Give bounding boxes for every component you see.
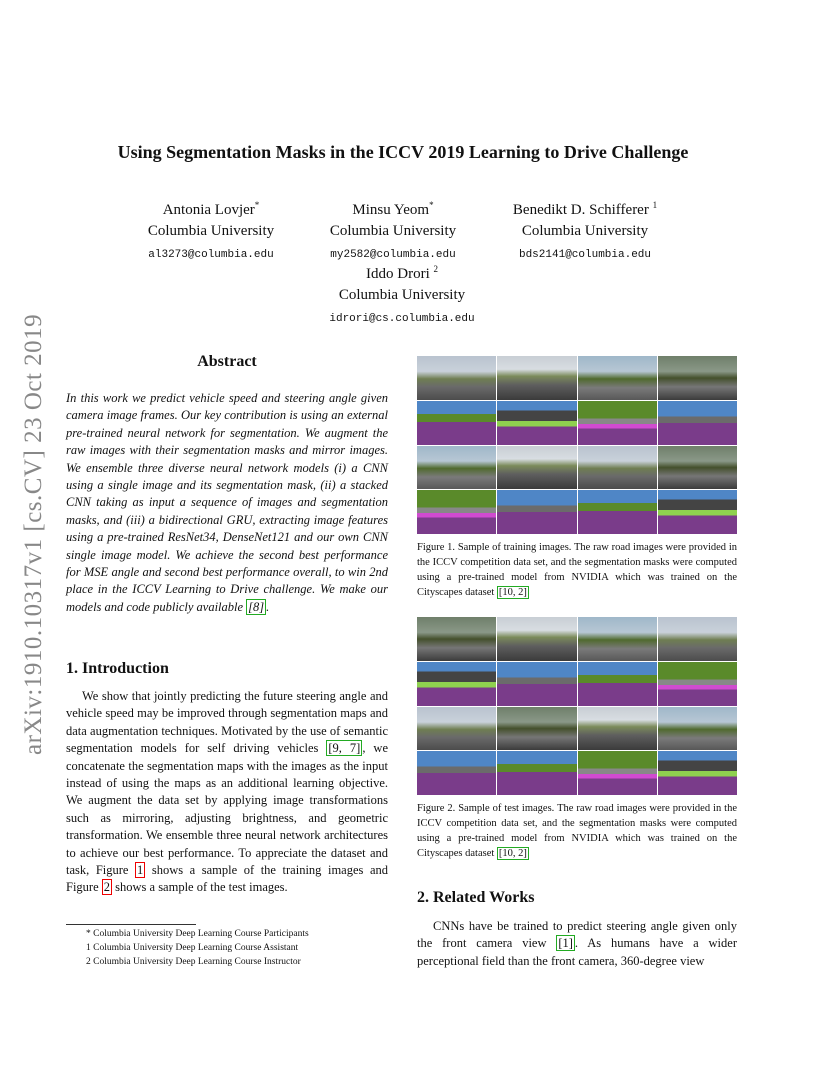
abstract-text-part: . — [266, 599, 270, 614]
figure-ref-link[interactable]: 1 — [137, 863, 144, 878]
author-mark: 2 — [433, 264, 438, 274]
road-image — [497, 707, 576, 751]
author-block — [494, 195, 676, 266]
citation-link[interactable]: [1] — [558, 936, 573, 951]
author-affiliation: Columbia University — [521, 223, 649, 239]
road-image — [417, 707, 496, 751]
citation-link[interactable]: [9, 7] — [328, 741, 361, 756]
figure-2-image-grid — [417, 617, 737, 795]
road-image — [658, 446, 737, 490]
footnote: * Columbia University Deep Learning Course Participants — [86, 929, 309, 939]
road-image — [578, 446, 657, 490]
author-block — [313, 195, 473, 266]
paper-title: Using Segmentation Masks in the ICCV 2019 Learning to Drive Challenge — [117, 142, 689, 162]
citation-link[interactable]: [10, 2] — [498, 587, 527, 598]
caption-text: Figure 2. Sample of test images. The raw road images were provided in the ICCV competition data set, and the segmentation masks were computed using a pre-trained model from NVIDIA which was trained on the Cityscapes dataset — [417, 803, 737, 859]
arxiv-id: arXiv:1910.10317v1 [cs.CV] 23 Oct 2019 — [20, 313, 47, 755]
author-email: al3273@columbia.edu — [148, 249, 274, 261]
segmentation-mask — [578, 490, 657, 534]
segmentation-mask — [417, 490, 496, 534]
author-name: Minsu Yeom — [352, 202, 430, 218]
segmentation-mask — [497, 490, 576, 534]
author-name: Antonia Lovjer — [162, 202, 255, 218]
author-affiliation: Columbia University — [329, 223, 457, 239]
section-heading-introduction: 1. Introduction — [66, 660, 169, 677]
author-affiliation: Columbia University — [147, 223, 275, 239]
footnote-divider — [66, 924, 196, 925]
segmentation-mask — [417, 662, 496, 706]
author-mark: * — [254, 200, 260, 210]
abstract-text-part: In this work we predict vehicle speed and steering angle given camera image frames. Our key contribution is using an external pre-trained neural network for segmentation. We augment the raw images with their segmentation masks and mirror images. We ensemble three diverse neural network models (i) a CNN using a single image and its segmentation mask, (ii) a stacked CNN taking as input a sequence of images and segmentation masks, and (iii) a bidirectional GRU, extracting image features using a pre-trained ResNet34, DenseNet121 and our own CNN single image model. We achieve the second best performance for MSE angle and second best performance overall, to win 2nd place in the ICCV Learning to Drive challenge. We make our models and code publicly available — [66, 391, 388, 614]
segmentation-mask — [497, 401, 576, 445]
segmentation-mask — [658, 662, 737, 706]
related-text-part: CNNs have be trained to predict steering angle given only the front camera view — [417, 919, 737, 951]
segmentation-mask — [658, 490, 737, 534]
author-email: bds2141@columbia.edu — [518, 249, 652, 261]
author-name: Iddo Drori — [366, 266, 430, 282]
introduction-text — [66, 688, 388, 897]
intro-text-part: We show that jointly predicting the future steering angle and vehicle speed may be improved through segmentation maps and data augmentation techniques. Motivated by the use of semantic segmentation models for self driving vehicles — [66, 689, 388, 756]
author-affiliation: Columbia University — [338, 287, 466, 303]
related-works-text — [417, 918, 737, 970]
abstract-text — [66, 390, 388, 616]
footnotes — [66, 927, 388, 969]
road-image — [658, 617, 737, 661]
road-image — [578, 707, 657, 751]
citation-link[interactable]: [10, 2] — [498, 848, 527, 859]
related-text-part: . As humans have a wider perceptional field than the front camera, 360-degree view — [417, 936, 737, 968]
segmentation-mask — [417, 751, 496, 795]
figure-ref-link[interactable]: 2 — [103, 880, 111, 895]
road-image — [578, 617, 657, 661]
footnote: 2 Columbia University Deep Learning Course Instructor — [86, 957, 301, 967]
segmentation-mask — [578, 401, 657, 445]
road-image — [658, 356, 737, 400]
intro-text-part: , we concatenate the segmentation maps with the images as the input instead of using the maps as an additional learning objective. We augment the data set by applying image transformations such as mirroring, adjusting brightness, and geometric transformation. We ensemble three neural network architectures to achieve our best performance. To appreciate the dataset and task, Figure — [66, 741, 388, 878]
abstract-heading: Abstract — [197, 353, 257, 370]
author-block — [302, 259, 502, 330]
road-image — [658, 707, 737, 751]
segmentation-mask — [658, 751, 737, 795]
author-block — [131, 195, 291, 266]
intro-text-part: shows a sample of the training images and Figure — [66, 863, 388, 895]
figure-2-caption — [417, 801, 737, 861]
segmentation-mask — [497, 751, 576, 795]
citation-link[interactable]: [8] — [248, 599, 265, 614]
segmentation-mask — [417, 401, 496, 445]
road-image — [497, 356, 576, 400]
author-mark: 1 — [652, 200, 658, 210]
author-mark: * — [429, 200, 434, 210]
figure-1-caption — [417, 540, 737, 600]
author-email: idrori@cs.columbia.edu — [329, 313, 475, 325]
segmentation-mask — [578, 662, 657, 706]
intro-text-part: shows a sample of the test images. — [112, 880, 288, 895]
road-image — [417, 356, 496, 400]
road-image — [417, 617, 496, 661]
author-name: Benedikt D. Schifferer — [512, 202, 649, 218]
segmentation-mask — [658, 401, 737, 445]
road-image — [497, 617, 576, 661]
arxiv-stamp — [20, 285, 50, 755]
segmentation-mask — [578, 751, 657, 795]
caption-text: Figure 1. Sample of training images. The raw road images were provided in the ICCV competition data set, and the segmentation masks were computed using a pre-trained model from NVIDIA which was trained on the Cityscapes dataset — [417, 542, 737, 598]
section-heading-related-works: 2. Related Works — [417, 889, 535, 906]
figure-1-image-grid — [417, 356, 737, 534]
road-image — [497, 446, 576, 490]
author-email: my2582@columbia.edu — [330, 249, 456, 261]
segmentation-mask — [497, 662, 576, 706]
road-image — [578, 356, 657, 400]
road-image — [417, 446, 496, 490]
footnote: 1 Columbia University Deep Learning Course Assistant — [86, 943, 299, 953]
